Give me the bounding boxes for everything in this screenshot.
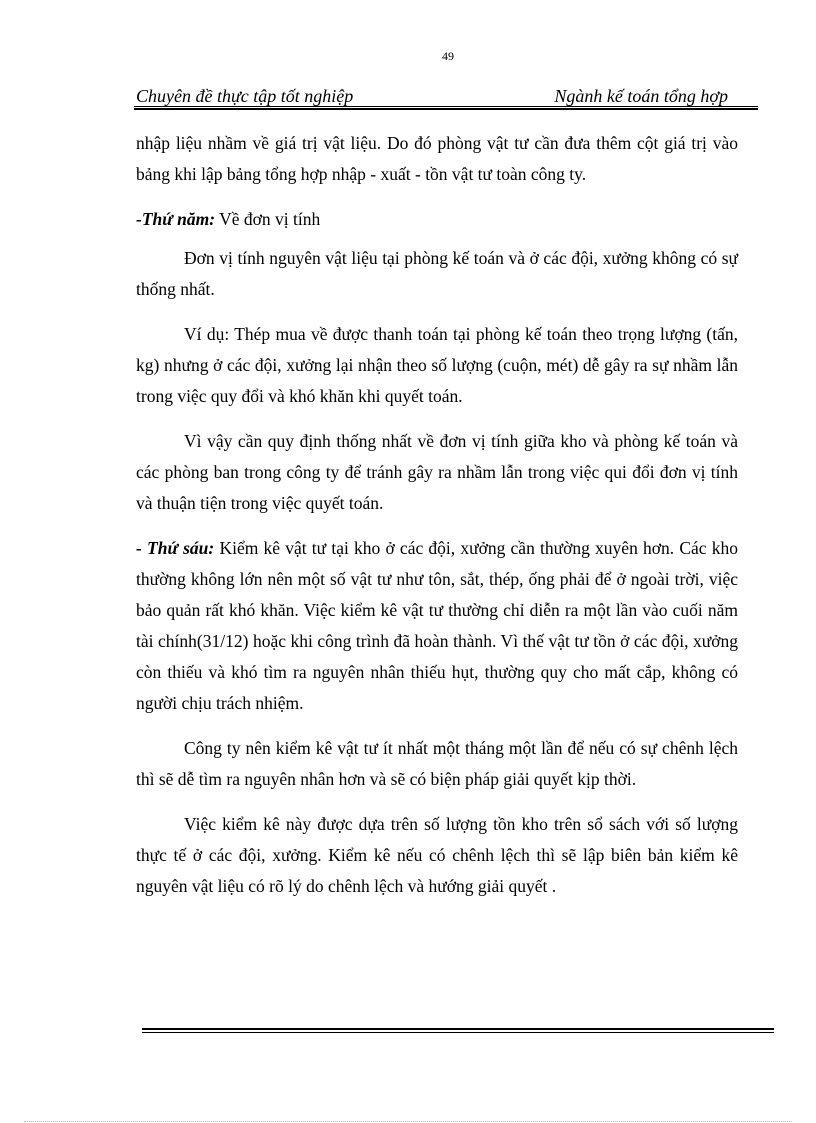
paragraph-text: Việc kiểm kê này được dựa trên số lượng tồn kho trên sổ sách với số lượng thực tế ở các đội, xưởng. Kiểm kê nếu có chênh lệch thì sẽ lập biên bản kiểm kê nguyên vật liệu có rõ lý do chênh lệch và hướng giải quyết . bbox=[136, 814, 738, 896]
footer-rule bbox=[142, 1028, 774, 1033]
paragraph-text: nhập liệu nhầm về giá trị vật liệu. Do đó phòng vật tư cần đưa thêm cột giá trị vào bảng khi lập bảng tổng hợp nhập - xuất - tồn vật tư toàn công ty. bbox=[136, 133, 738, 184]
paragraph-text: Đơn vị tính nguyên vật liệu tại phòng kế toán và ở các đội, xưởng không có sự thống nhất. bbox=[136, 248, 738, 299]
page-number: 49 bbox=[442, 49, 454, 63]
header-rule bbox=[134, 106, 758, 110]
paragraph-text: Công ty nên kiểm kê vật tư ít nhất một tháng một lần để nếu có sự chênh lệch thì sẽ dễ tìm ra nguyên nhân hơn và sẽ có biện pháp giải quyết kịp thời. bbox=[136, 738, 738, 789]
document-body bbox=[136, 128, 738, 916]
header-left-title: Chuyên đề thực tập tốt nghiệp bbox=[136, 86, 354, 106]
paragraph-monthly-inventory bbox=[136, 733, 738, 795]
paragraph-text: Vì vậy cần quy định thống nhất về đơn vị tính giữa kho và phòng kế toán và các phòng ban trong công ty để tránh gây ra nhầm lẫn trong việc qui đổi đơn vị tính và thuận tiện trong việc quyết toán. bbox=[136, 431, 738, 513]
page-edge-dotted-line bbox=[24, 1121, 792, 1122]
paragraph-unit-recommendation bbox=[136, 426, 738, 519]
paragraph-text: Ví dụ: Thép mua về được thanh toán tại phòng kế toán theo trọng lượng (tấn, kg) nhưng ở các đội, xưởng lại nhận theo số lượng (cuộn, mét) dễ gây ra sự nhầm lẫn trong việc quy đổi và khó khăn khi quyết toán. bbox=[136, 324, 738, 406]
section-lead: -Thứ năm: bbox=[136, 209, 216, 229]
paragraph-example bbox=[136, 319, 738, 412]
section-lead: - Thứ sáu: bbox=[136, 538, 215, 558]
paragraph-unit-inconsistency bbox=[136, 243, 738, 305]
section-heading-text: Về đơn vị tính bbox=[215, 209, 321, 229]
paragraph-inventory-process bbox=[136, 809, 738, 902]
paragraph-continuation bbox=[136, 128, 738, 190]
header-right-title: Ngành kế toán tổng hợp bbox=[554, 86, 728, 106]
section-heading-thu-nam bbox=[136, 204, 738, 235]
section-thu-sau bbox=[136, 533, 738, 719]
paragraph-text: Kiểm kê vật tư tại kho ở các đội, xưởng cần thường xuyên hơn. Các kho thường không lớn nên một số vật tư như tôn, sắt, thép, ống phải để ở ngoài trời, việc bảo quản rất khó khăn. Việc kiểm kê vật tư thường chỉ diễn ra một lần vào cuối năm tài chính(31/12) hoặc khi công trình đã hoàn thành. Vì thế vật tư tồn ở các đội, xưởng còn thiếu và khó tìm ra nguyên nhân thiếu hụt, thường quy cho mất cắp, không có người chịu trách nhiệm. bbox=[136, 538, 738, 713]
